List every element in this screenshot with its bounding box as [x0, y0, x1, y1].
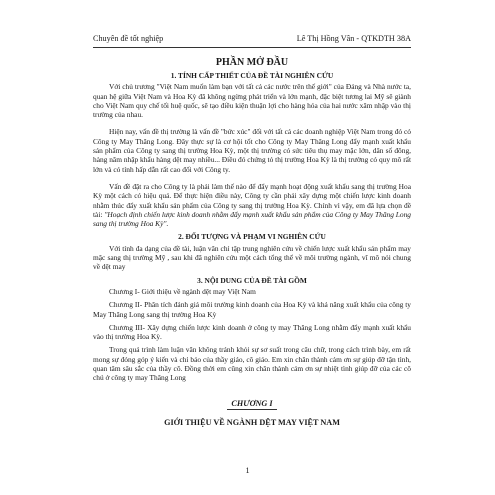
chapter-list-item-1: Chương I- Giới thiệu về ngành dệt may Việt Nam [109, 286, 256, 296]
topic-title: "Hoạch định chiến lược kinh doanh nhằm đẩy mạnh xuất khẩu sản phẩm của Công ty May Thăng Long sang thị trường Hoa Kỳ". [93, 209, 411, 229]
page-content [93, 52, 411, 427]
chapter-underline [227, 409, 277, 410]
paragraph-topic [93, 182, 411, 228]
header-right: Lê Thị Hồng Vân - QTKDTH 38A [296, 34, 411, 43]
page-title: PHẦN MỞ ĐẦU [215, 57, 289, 68]
paragraph-scope: Với tính đa dạng của đề tài, luận văn chỉ tập trung nghiên cứu về chiến lược xuất khẩu sản phẩm may mặc sang thị trường Mỹ , sau khi đã nghiên cứu một cách tổng thể về môi trường ngành, vĩ mô nói chung về dệt may [93, 243, 411, 272]
paragraph-topic-text: Vấn đề đặt ra cho Công ty là phải làm thế nào để đẩy mạnh hoạt động xuất khẩu sang thị trường Hoa Kỳ một cách có hiệu quả. Để thực hiện điều này, Công ty cần phải xây dựng một chiến lược kinh doanh nhằm thúc đẩy xuất khẩu sản phẩm của Công ty sang thị trường Hoa Kỳ. Chính vì vậy, em đã lựa chọn đề tài: [93, 181, 411, 219]
section-heading-1: 1. TÍNH CẤP THIẾT CỦA ĐỀ TÀI NGHIÊN CỨU [170, 71, 334, 80]
section-heading-3: 3. NỘI DUNG CỦA ĐỀ TÀI GỒM [197, 275, 307, 285]
chapter-list-item-3: Chương III- Xây dựng chiến lược kinh doanh ở công ty may Thăng Long nhằm đẩy mạnh xuất khẩu vào thị trường Hoa Kỳ. [93, 322, 411, 342]
chapter-subtitle: GIỚI THIỆU VỀ NGÀNH DỆT MAY VIỆT NAM [164, 417, 340, 427]
paragraph-thanks: Trong quá trình làm luận văn không tránh khỏi sự sơ suất trong câu chữ, trong cách trình bày, em rất mong sự đóng góp ý kiến và chỉ bảo của thầy giáo, cô giáo. Em xin chân thành cảm ơn sự giúp đỡ tận tình, quan tâm sâu sắc của thầy cô. Đồng thời em cũng xin chân thành cảm ơn sự nhiệt tình giúp đỡ của các cô chú ở công ty may Thăng Long [93, 345, 411, 383]
header-rule [93, 47, 411, 48]
header-left: Chuyên đề tốt nghiệp [93, 34, 164, 43]
paragraph-market: Hiện nay, vấn đề thị trường là vấn đề "bức xúc" đối với tất cả các doanh nghiệp Việt Nam trong đó có Công ty May Thăng Long. Đây thực sự là cơ hội tốt cho Công ty May Thăng Long đẩy mạnh xuất khẩu sản phẩm của Công ty sang thị trường Hoa Kỳ, một thị trường có sức tiêu thụ may mặc lớn, dân số đông, hàng năm nhập khẩu hàng dệt may nhiều... Điều đó chứng tỏ thị trường Hoa Kỳ là thị trường có quy mô rất lớn và có tính hấp dẫn rất cao đối với Công ty. [93, 127, 411, 174]
chapter-label: CHƯƠNG I [231, 398, 273, 408]
paragraph-intro: Với chủ trương "Việt Nam muốn làm bạn với tất cả các nước trên thế giới" của Đảng và Nhà nước ta, quan hệ giữa Việt Nam và Hoa Kỳ đã không ngừng phát triển và lớn mạnh, đặc biệt tương lai Mỹ sẽ giành cho Việt Nam quy chế tối huệ quốc, sẽ tạo điều kiện thuận lợi cho hàng hóa của hai nước xâm nhập vào thị trường của nhau. [93, 82, 411, 120]
page-header [93, 33, 411, 45]
page-number: 1 [245, 466, 250, 475]
section-heading-2: 2. ĐỐI TƯỢNG VÀ PHẠM VI NGHIÊN CỨU [178, 232, 326, 242]
chapter-list-item-2: Chương II- Phân tích đánh giá môi trường kinh doanh của Hoa Kỳ và khả năng xuất khẩu của công ty May Thăng Long sang thị trường Hoa Kỳ [93, 300, 411, 319]
